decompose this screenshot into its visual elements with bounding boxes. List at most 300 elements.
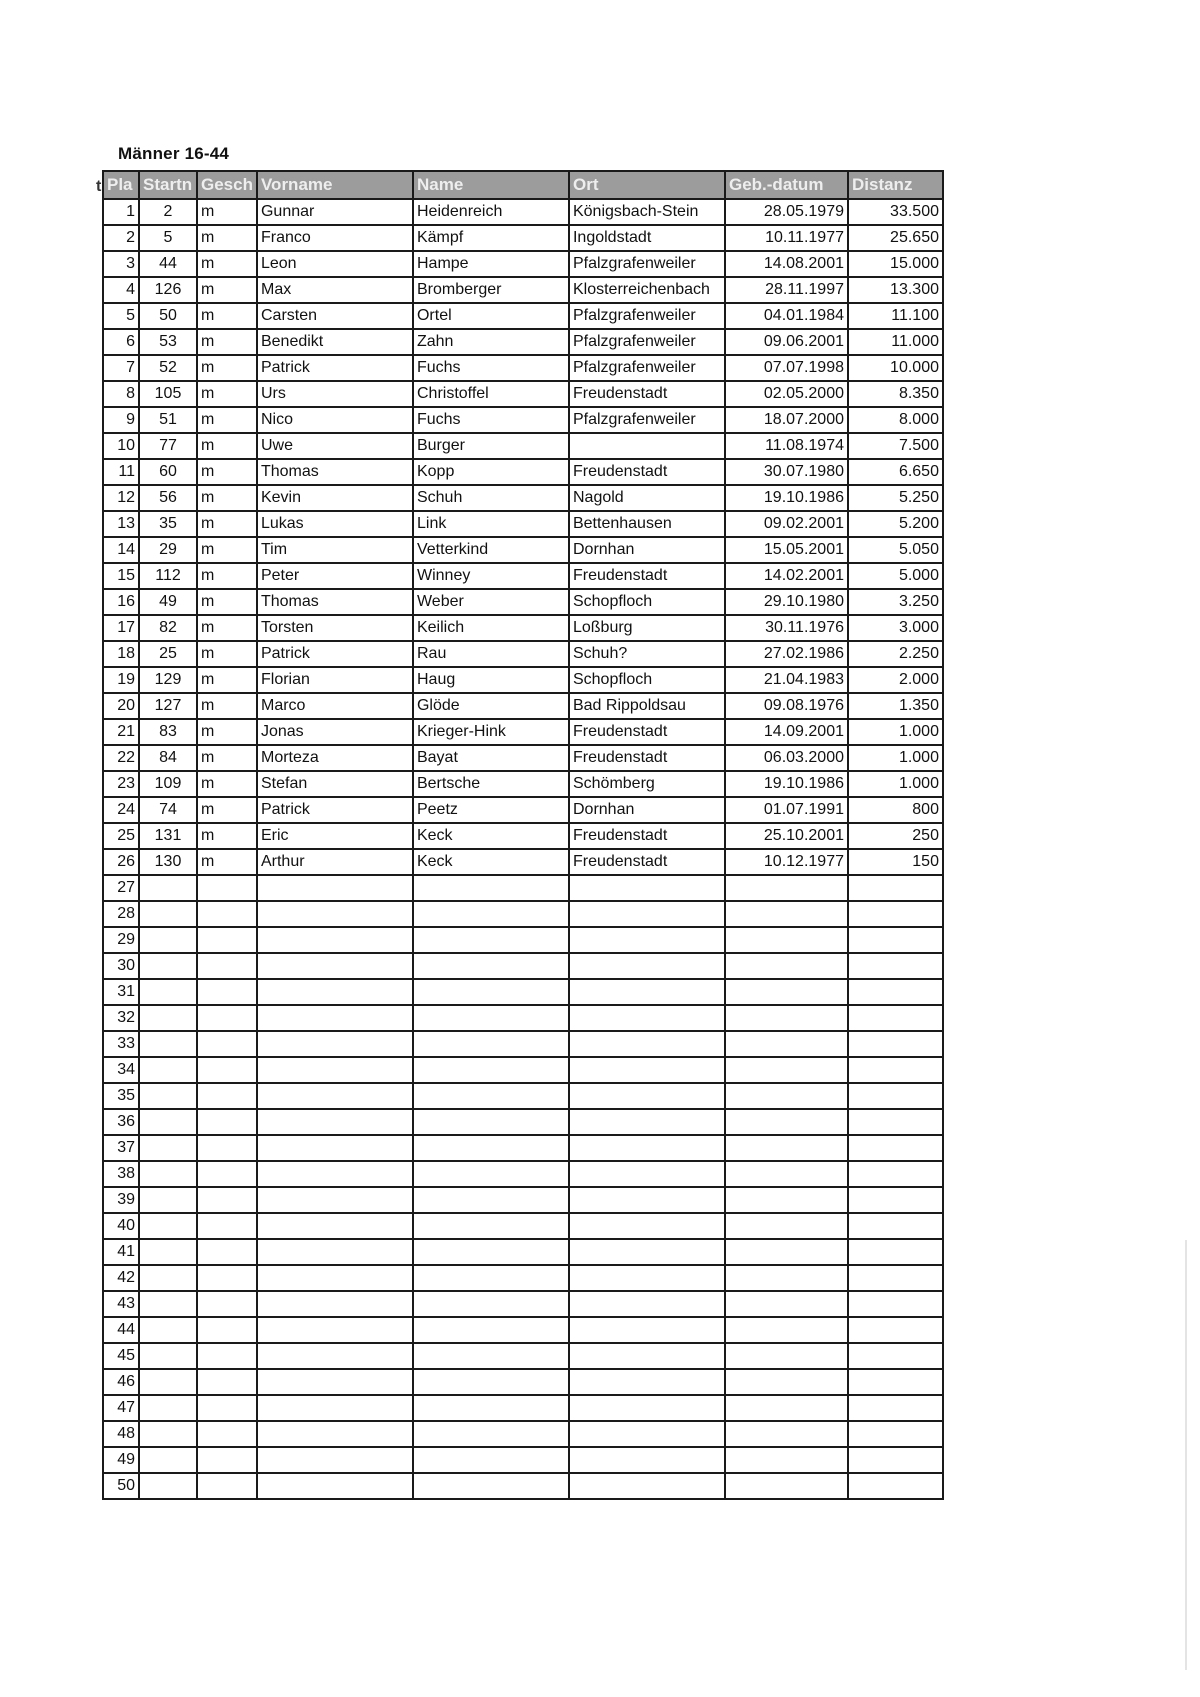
cell-first-name [257, 1317, 413, 1343]
cell-start-number [139, 979, 197, 1005]
cell-gender: m [197, 459, 257, 485]
cell-place: 17 [103, 615, 139, 641]
cell-last-name: Kopp [413, 459, 569, 485]
cell-last-name: Krieger-Hink [413, 719, 569, 745]
table-row [103, 1395, 943, 1421]
cell-town: Dornhan [569, 537, 725, 563]
cell-town [569, 1239, 725, 1265]
cell-start-number: 131 [139, 823, 197, 849]
cell-place: 21 [103, 719, 139, 745]
cell-first-name: Urs [257, 381, 413, 407]
cell-town: Nagold [569, 485, 725, 511]
cell-last-name: Link [413, 511, 569, 537]
cell-gender [197, 1057, 257, 1083]
cell-first-name: Marco [257, 693, 413, 719]
cell-place: 23 [103, 771, 139, 797]
table-row [103, 641, 943, 667]
cell-start-number [139, 1005, 197, 1031]
cell-place: 26 [103, 849, 139, 875]
cell-start-number [139, 1239, 197, 1265]
table-row [103, 979, 943, 1005]
cell-town: Freudenstadt [569, 381, 725, 407]
cell-gender: m [197, 589, 257, 615]
cell-town [569, 1161, 725, 1187]
cell-birth-date [725, 1187, 848, 1213]
cell-first-name [257, 1343, 413, 1369]
cell-start-number: 105 [139, 381, 197, 407]
cell-first-name [257, 1109, 413, 1135]
page-title: Männer 16-44 [118, 144, 230, 163]
table-row [103, 823, 943, 849]
cell-distance [848, 1291, 943, 1317]
cell-start-number [139, 1369, 197, 1395]
cell-distance: 2.000 [848, 667, 943, 693]
cell-start-number [139, 1187, 197, 1213]
cell-gender: m [197, 225, 257, 251]
cell-gender [197, 1447, 257, 1473]
cell-start-number: 84 [139, 745, 197, 771]
header-row [103, 171, 943, 199]
cell-town [569, 1395, 725, 1421]
cell-place: 41 [103, 1239, 139, 1265]
cell-first-name [257, 901, 413, 927]
cell-gender [197, 1005, 257, 1031]
cell-birth-date [725, 1291, 848, 1317]
cell-start-number: 74 [139, 797, 197, 823]
table-row [103, 381, 943, 407]
cell-place: 34 [103, 1057, 139, 1083]
table-row [103, 1447, 943, 1473]
cell-first-name: Stefan [257, 771, 413, 797]
cell-birth-date [725, 1473, 848, 1499]
cell-town: Bad Rippoldsau [569, 693, 725, 719]
cell-first-name: Florian [257, 667, 413, 693]
table-row [103, 459, 943, 485]
table-row [103, 1239, 943, 1265]
cell-town: Freudenstadt [569, 459, 725, 485]
cell-birth-date: 14.09.2001 [725, 719, 848, 745]
cell-last-name: Rau [413, 641, 569, 667]
cell-birth-date: 28.05.1979 [725, 199, 848, 225]
cell-place: 13 [103, 511, 139, 537]
cell-town: Schopfloch [569, 667, 725, 693]
cell-start-number [139, 1031, 197, 1057]
cell-birth-date: 06.03.2000 [725, 745, 848, 771]
cell-gender: m [197, 277, 257, 303]
cell-first-name [257, 1265, 413, 1291]
cell-distance [848, 1473, 943, 1499]
cell-place: 50 [103, 1473, 139, 1499]
table-row [103, 407, 943, 433]
cut-off-column-mark: t [96, 178, 102, 195]
cell-first-name: Max [257, 277, 413, 303]
cell-first-name: Thomas [257, 459, 413, 485]
cell-gender: m [197, 381, 257, 407]
cell-town [569, 979, 725, 1005]
cell-town [569, 1031, 725, 1057]
cell-place: 4 [103, 277, 139, 303]
cell-last-name: Bertsche [413, 771, 569, 797]
cell-start-number [139, 1395, 197, 1421]
cell-last-name [413, 953, 569, 979]
cell-first-name: Leon [257, 251, 413, 277]
cell-start-number: 53 [139, 329, 197, 355]
cell-start-number [139, 1161, 197, 1187]
cell-town: Klosterreichenbach [569, 277, 725, 303]
cell-distance: 800 [848, 797, 943, 823]
cell-place: 2 [103, 225, 139, 251]
cell-place: 22 [103, 745, 139, 771]
cell-distance [848, 1057, 943, 1083]
cell-place: 40 [103, 1213, 139, 1239]
cell-gender: m [197, 407, 257, 433]
cell-start-number [139, 953, 197, 979]
cell-place: 37 [103, 1135, 139, 1161]
cell-town [569, 433, 725, 459]
table-body [103, 199, 943, 1499]
cell-gender [197, 1395, 257, 1421]
cell-town: Pfalzgrafenweiler [569, 303, 725, 329]
cell-birth-date [725, 1343, 848, 1369]
cell-gender [197, 875, 257, 901]
cell-distance: 1.000 [848, 771, 943, 797]
cell-gender [197, 979, 257, 1005]
cell-birth-date [725, 1135, 848, 1161]
cell-last-name [413, 1135, 569, 1161]
cell-last-name [413, 1291, 569, 1317]
cell-town: Freudenstadt [569, 563, 725, 589]
cell-last-name: Kämpf [413, 225, 569, 251]
cell-place: 9 [103, 407, 139, 433]
cell-gender: m [197, 355, 257, 381]
cell-first-name [257, 875, 413, 901]
cell-town [569, 1291, 725, 1317]
cell-first-name: Patrick [257, 641, 413, 667]
cell-distance: 5.200 [848, 511, 943, 537]
cell-distance [848, 1161, 943, 1187]
header-distance: Distanz [848, 171, 943, 199]
cell-town [569, 1447, 725, 1473]
table-row [103, 433, 943, 459]
cell-distance: 3.250 [848, 589, 943, 615]
cell-distance [848, 1135, 943, 1161]
cell-gender: m [197, 719, 257, 745]
cell-distance [848, 901, 943, 927]
cell-first-name: Morteza [257, 745, 413, 771]
cell-start-number: 83 [139, 719, 197, 745]
cell-town [569, 1421, 725, 1447]
header-gender: Gesch [197, 171, 257, 199]
cell-first-name: Lukas [257, 511, 413, 537]
cell-first-name [257, 1473, 413, 1499]
cell-first-name: Torsten [257, 615, 413, 641]
cell-start-number: 2 [139, 199, 197, 225]
cell-town: Freudenstadt [569, 849, 725, 875]
cell-start-number: 126 [139, 277, 197, 303]
cell-start-number [139, 1135, 197, 1161]
cell-start-number: 44 [139, 251, 197, 277]
cell-last-name: Keck [413, 849, 569, 875]
table-row [103, 667, 943, 693]
cell-distance: 6.650 [848, 459, 943, 485]
cell-distance [848, 1083, 943, 1109]
cell-start-number [139, 927, 197, 953]
cell-first-name [257, 1291, 413, 1317]
table-row [103, 1421, 943, 1447]
cell-place: 6 [103, 329, 139, 355]
cell-place: 7 [103, 355, 139, 381]
cell-place: 10 [103, 433, 139, 459]
cell-birth-date [725, 1369, 848, 1395]
cell-gender [197, 1161, 257, 1187]
cell-gender: m [197, 797, 257, 823]
cell-place: 19 [103, 667, 139, 693]
cell-gender: m [197, 199, 257, 225]
cell-distance: 11.000 [848, 329, 943, 355]
cell-birth-date [725, 901, 848, 927]
cell-first-name [257, 1083, 413, 1109]
cell-distance [848, 1447, 943, 1473]
cell-distance: 1.000 [848, 719, 943, 745]
cell-distance [848, 1421, 943, 1447]
cell-distance [848, 1317, 943, 1343]
cell-first-name [257, 953, 413, 979]
cell-start-number [139, 1109, 197, 1135]
table-row [103, 511, 943, 537]
cell-gender [197, 927, 257, 953]
cell-place: 35 [103, 1083, 139, 1109]
cell-place: 39 [103, 1187, 139, 1213]
cell-birth-date: 07.07.1998 [725, 355, 848, 381]
cell-birth-date [725, 1109, 848, 1135]
cell-start-number [139, 875, 197, 901]
cell-place: 47 [103, 1395, 139, 1421]
cell-town [569, 1083, 725, 1109]
cell-last-name [413, 1239, 569, 1265]
cell-start-number [139, 1473, 197, 1499]
cell-gender: m [197, 511, 257, 537]
cell-town [569, 1005, 725, 1031]
cell-start-number [139, 1421, 197, 1447]
cell-town [569, 1109, 725, 1135]
cell-distance: 11.100 [848, 303, 943, 329]
cell-place: 32 [103, 1005, 139, 1031]
cell-first-name [257, 1369, 413, 1395]
cell-town [569, 1213, 725, 1239]
cell-place: 31 [103, 979, 139, 1005]
cell-gender: m [197, 693, 257, 719]
cell-first-name: Nico [257, 407, 413, 433]
cell-birth-date: 29.10.1980 [725, 589, 848, 615]
cell-first-name: Peter [257, 563, 413, 589]
cell-distance: 5.000 [848, 563, 943, 589]
table-row [103, 1317, 943, 1343]
cell-distance: 3.000 [848, 615, 943, 641]
cell-last-name [413, 1005, 569, 1031]
cell-gender [197, 953, 257, 979]
cell-start-number [139, 1057, 197, 1083]
cell-gender: m [197, 641, 257, 667]
cell-distance: 1.350 [848, 693, 943, 719]
cell-town [569, 1057, 725, 1083]
cell-last-name: Christoffel [413, 381, 569, 407]
cell-first-name: Eric [257, 823, 413, 849]
cell-start-number [139, 1317, 197, 1343]
cell-birth-date [725, 1213, 848, 1239]
cell-distance: 5.050 [848, 537, 943, 563]
cell-town: Freudenstadt [569, 719, 725, 745]
cell-last-name: Glöde [413, 693, 569, 719]
table-row [103, 1369, 943, 1395]
cell-place: 30 [103, 953, 139, 979]
cell-distance [848, 1005, 943, 1031]
cell-distance: 13.300 [848, 277, 943, 303]
cell-gender: m [197, 537, 257, 563]
table-row [103, 875, 943, 901]
cell-birth-date: 14.08.2001 [725, 251, 848, 277]
cell-distance [848, 1187, 943, 1213]
header-birth-date: Geb.-datum [725, 171, 848, 199]
table-row [103, 1005, 943, 1031]
cell-birth-date [725, 953, 848, 979]
cell-start-number: 82 [139, 615, 197, 641]
cell-town: Pfalzgrafenweiler [569, 251, 725, 277]
cell-last-name [413, 1161, 569, 1187]
cell-place: 42 [103, 1265, 139, 1291]
cell-last-name: Hampe [413, 251, 569, 277]
cell-first-name [257, 1421, 413, 1447]
cell-birth-date: 04.01.1984 [725, 303, 848, 329]
cell-gender [197, 1109, 257, 1135]
cell-place: 1 [103, 199, 139, 225]
cell-start-number [139, 1343, 197, 1369]
cell-first-name: Jonas [257, 719, 413, 745]
results-table [102, 170, 944, 1500]
cell-birth-date: 10.11.1977 [725, 225, 848, 251]
cell-gender [197, 1317, 257, 1343]
cell-distance [848, 1265, 943, 1291]
cell-birth-date: 11.08.1974 [725, 433, 848, 459]
cell-last-name: Burger [413, 433, 569, 459]
header-town: Ort [569, 171, 725, 199]
table-row [103, 1473, 943, 1499]
cell-start-number: 49 [139, 589, 197, 615]
table-row [103, 1031, 943, 1057]
cell-first-name: Patrick [257, 797, 413, 823]
cell-town: Freudenstadt [569, 745, 725, 771]
cell-place: 27 [103, 875, 139, 901]
cell-distance: 8.000 [848, 407, 943, 433]
cell-birth-date [725, 1317, 848, 1343]
cell-start-number: 112 [139, 563, 197, 589]
cell-first-name: Franco [257, 225, 413, 251]
cell-first-name [257, 979, 413, 1005]
cell-place: 48 [103, 1421, 139, 1447]
cell-place: 5 [103, 303, 139, 329]
cell-first-name: Carsten [257, 303, 413, 329]
cell-last-name: Winney [413, 563, 569, 589]
cell-place: 3 [103, 251, 139, 277]
cell-place: 24 [103, 797, 139, 823]
cell-first-name [257, 1057, 413, 1083]
cell-start-number: 50 [139, 303, 197, 329]
cell-first-name [257, 1187, 413, 1213]
cell-first-name [257, 1031, 413, 1057]
cell-town: Pfalzgrafenweiler [569, 407, 725, 433]
cell-first-name [257, 927, 413, 953]
cell-gender: m [197, 485, 257, 511]
cell-town [569, 953, 725, 979]
cell-last-name [413, 1187, 569, 1213]
cell-first-name: Arthur [257, 849, 413, 875]
cell-birth-date: 21.04.1983 [725, 667, 848, 693]
cell-birth-date: 10.12.1977 [725, 849, 848, 875]
scan-edge-line [1185, 1240, 1187, 1670]
cell-birth-date: 27.02.1986 [725, 641, 848, 667]
cell-birth-date: 19.10.1986 [725, 771, 848, 797]
cell-first-name [257, 1161, 413, 1187]
cell-distance: 2.250 [848, 641, 943, 667]
cell-town [569, 1343, 725, 1369]
cell-start-number: 51 [139, 407, 197, 433]
cell-gender [197, 1291, 257, 1317]
cell-gender: m [197, 433, 257, 459]
cell-birth-date [725, 1395, 848, 1421]
table-row [103, 615, 943, 641]
cell-gender: m [197, 823, 257, 849]
cell-gender [197, 1083, 257, 1109]
cell-birth-date: 09.08.1976 [725, 693, 848, 719]
cell-town: Freudenstadt [569, 823, 725, 849]
cell-birth-date [725, 1265, 848, 1291]
cell-last-name [413, 979, 569, 1005]
cell-distance: 25.650 [848, 225, 943, 251]
table-row [103, 1265, 943, 1291]
cell-distance: 1.000 [848, 745, 943, 771]
cell-start-number [139, 1083, 197, 1109]
cell-distance [848, 1395, 943, 1421]
cell-town [569, 1265, 725, 1291]
cell-distance: 15.000 [848, 251, 943, 277]
cell-town [569, 901, 725, 927]
cell-last-name: Fuchs [413, 355, 569, 381]
table-row [103, 927, 943, 953]
cell-start-number [139, 1291, 197, 1317]
cell-last-name [413, 1447, 569, 1473]
cell-distance: 250 [848, 823, 943, 849]
table-row [103, 1109, 943, 1135]
cell-first-name: Tim [257, 537, 413, 563]
cell-last-name [413, 1265, 569, 1291]
cell-town: Königsbach-Stein [569, 199, 725, 225]
cell-town [569, 875, 725, 901]
cell-distance [848, 875, 943, 901]
cell-first-name: Kevin [257, 485, 413, 511]
cell-birth-date [725, 979, 848, 1005]
cell-first-name [257, 1395, 413, 1421]
table-row [103, 1083, 943, 1109]
header-start-number: Startn [139, 171, 197, 199]
cell-place: 16 [103, 589, 139, 615]
cell-start-number: 25 [139, 641, 197, 667]
table-row [103, 1213, 943, 1239]
cell-gender [197, 1421, 257, 1447]
cell-place: 36 [103, 1109, 139, 1135]
cell-first-name: Thomas [257, 589, 413, 615]
table-row [103, 1291, 943, 1317]
cell-gender: m [197, 771, 257, 797]
cell-first-name [257, 1447, 413, 1473]
